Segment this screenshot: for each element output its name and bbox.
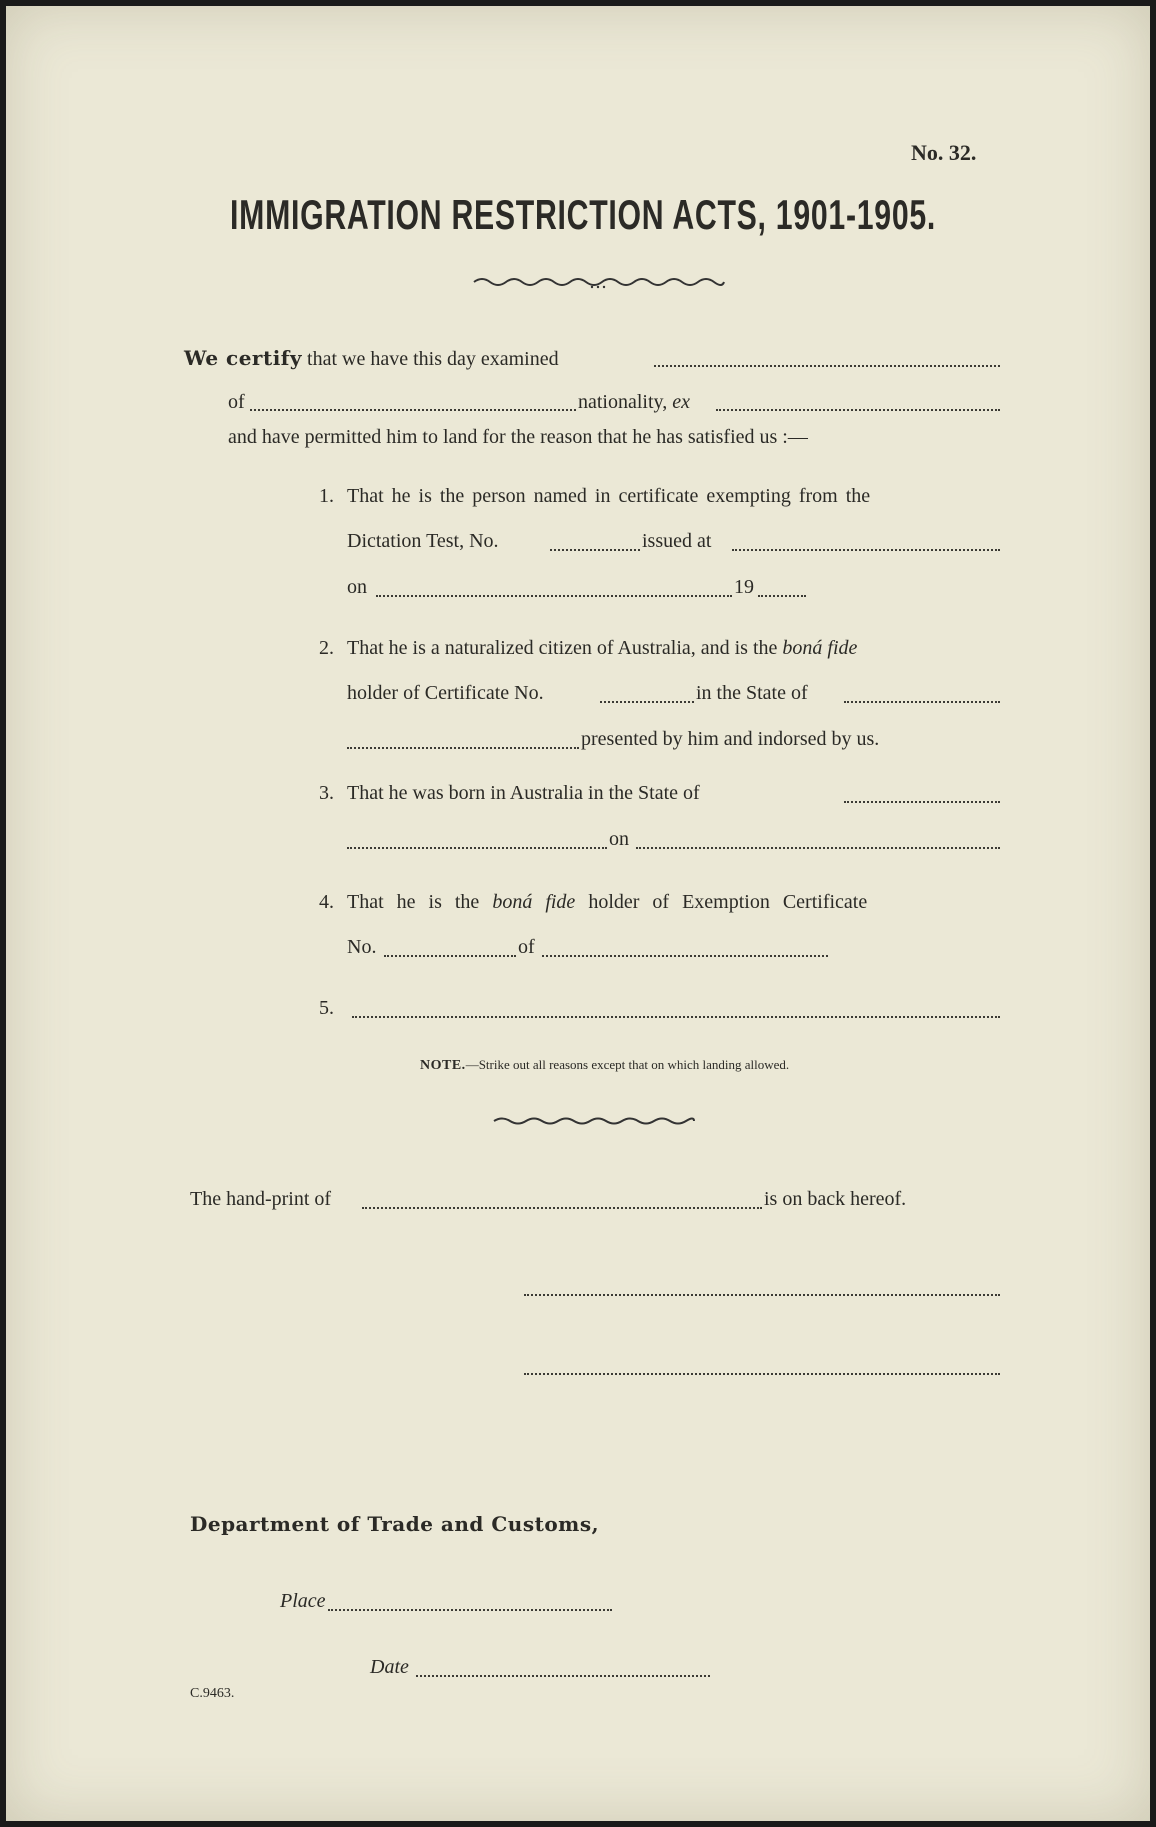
- dictation-label: Dictation Test, No.: [347, 530, 499, 552]
- note-text: —Strike out all reasons except that on which landing allowed.: [465, 1057, 790, 1072]
- reason-4-text: That he is the boná fide holder of Exemption Certificate: [347, 891, 868, 913]
- place-field[interactable]: [328, 1609, 612, 1611]
- of-label: of: [228, 391, 245, 413]
- ex-label: ex: [672, 391, 691, 413]
- on-date-field[interactable]: [376, 595, 732, 597]
- birth-date-field[interactable]: [636, 847, 1000, 849]
- date-field[interactable]: [416, 1675, 710, 1677]
- state-label: in the State of: [696, 682, 808, 704]
- birth-state-field[interactable]: [844, 801, 1000, 803]
- issued-at-field[interactable]: [732, 549, 1000, 551]
- ornament-divider-top: [472, 274, 726, 290]
- birth-on-label: on: [609, 828, 629, 850]
- form-code: C.9463.: [190, 1686, 235, 1701]
- reason-4-number: 4.: [319, 891, 334, 913]
- reason-1-number: 1.: [319, 485, 334, 507]
- nationality-label: nationality, ex: [578, 391, 691, 413]
- department-label: Department of Trade and Customs,: [190, 1512, 600, 1536]
- exemption-of-label: of: [518, 936, 535, 958]
- state-field[interactable]: [844, 701, 1000, 703]
- ornament-divider-middle: [492, 1114, 696, 1128]
- year-field[interactable]: [758, 595, 806, 597]
- page-title: IMMIGRATION RESTRICTION ACTS, 1901-1905.: [230, 191, 937, 238]
- issued-label: issued at: [642, 530, 712, 552]
- birth-place-field[interactable]: [347, 847, 607, 849]
- date-label: Date: [370, 1656, 409, 1678]
- note: [420, 1057, 789, 1074]
- year-prefix: 19: [734, 576, 754, 598]
- reason-5-field[interactable]: [352, 1016, 1000, 1018]
- exemption-no-field[interactable]: [384, 955, 516, 957]
- cert-no-field[interactable]: [600, 701, 694, 703]
- handprint-suffix: is on back hereof.: [764, 1188, 907, 1210]
- certify-text: that we have this day examined: [307, 348, 559, 370]
- signature-line-1[interactable]: [524, 1294, 1000, 1296]
- presented-label: presented by him and indorsed by us.: [581, 728, 880, 750]
- bona-fide-label-2: boná fide: [492, 891, 576, 913]
- reason-5-number: 5.: [319, 997, 334, 1019]
- reason-3-number: 3.: [319, 782, 334, 804]
- examined-name-field[interactable]: [654, 365, 1000, 367]
- exemption-of-field[interactable]: [542, 955, 828, 957]
- dictation-no-field[interactable]: [550, 549, 640, 551]
- presented-field[interactable]: [347, 747, 579, 749]
- reason-1-text: That he is the person named in certificate exempting from the: [347, 485, 871, 507]
- on-label: on: [347, 576, 367, 598]
- ex-field[interactable]: [716, 409, 1000, 411]
- certify-line-1: [184, 346, 559, 371]
- form-number: No. 32.: [911, 140, 977, 165]
- handprint-label: The hand-print of: [190, 1188, 332, 1210]
- certify-line-3: and have permitted him to land for the reason that he has satisfied us :—: [228, 426, 808, 448]
- holder-cert-label: holder of Certificate No.: [347, 682, 544, 704]
- reason-3-text: That he was born in Australia in the State of: [347, 782, 700, 804]
- reason-2-text: That he is a naturalized citizen of Australia, and is the boná fide: [347, 637, 858, 659]
- bona-fide-label: boná fide: [782, 637, 858, 659]
- place-label: Place: [280, 1590, 326, 1612]
- form-sheet: [6, 6, 1150, 1821]
- certify-lead: We certify: [184, 346, 303, 370]
- of-field[interactable]: [250, 409, 576, 411]
- exemption-no-label: No.: [347, 936, 377, 958]
- signature-line-2[interactable]: [524, 1373, 1000, 1375]
- handprint-name-field[interactable]: [362, 1207, 762, 1209]
- reason-2-number: 2.: [319, 637, 334, 659]
- note-label: NOTE.: [420, 1058, 466, 1073]
